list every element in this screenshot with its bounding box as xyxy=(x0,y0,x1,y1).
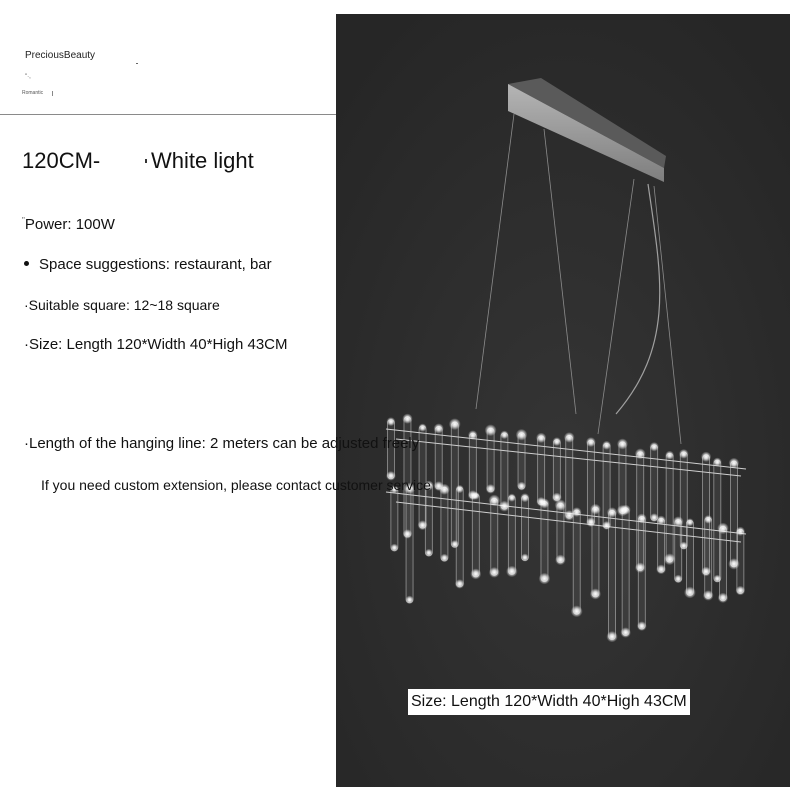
crystal-rod xyxy=(573,510,580,614)
crystal-sparkle xyxy=(736,527,745,536)
crystal-sparkle xyxy=(403,529,413,539)
crystal-rod xyxy=(566,435,573,518)
crystal-sparkle xyxy=(606,631,617,642)
crystal-sparkle xyxy=(713,575,721,583)
spec-square-text: Suitable square: 12~18 square xyxy=(28,297,220,313)
crystal-sparkle xyxy=(656,515,665,524)
product-photo xyxy=(336,14,790,787)
crystal-rod xyxy=(491,498,498,575)
crystal-rod xyxy=(487,428,494,492)
spec-mark: · xyxy=(24,297,29,313)
crystal-sparkle xyxy=(713,457,722,466)
crystal-sparkle xyxy=(456,485,464,493)
crystal-sparkle xyxy=(486,484,496,494)
crystal-rod xyxy=(425,484,432,556)
crystal-sparkle xyxy=(674,575,683,584)
crystal-sparkle xyxy=(736,586,746,596)
crystal-sparkle xyxy=(684,587,696,599)
crystal-sparkle xyxy=(499,501,510,512)
crystal-sparkle xyxy=(602,441,611,450)
divider-tick xyxy=(52,91,53,96)
crystal-sparkle xyxy=(590,588,601,599)
crystal-sparkle xyxy=(572,507,582,517)
title-separator xyxy=(145,159,147,163)
brand-name: PreciousBeauty xyxy=(25,50,96,61)
crystal-rod xyxy=(501,433,508,509)
crystal-sparkle xyxy=(664,553,676,565)
crystal-sparkle xyxy=(586,437,596,447)
crystal-sparkle xyxy=(536,433,546,443)
crystal-sparkle xyxy=(425,549,433,557)
crystal-sparkle xyxy=(468,430,478,440)
crystal-sparkle xyxy=(679,449,689,459)
product-title-size: 120CM- xyxy=(22,148,101,173)
crystal-sparkle xyxy=(571,605,583,617)
crystal-rod xyxy=(719,526,726,600)
crystal-sparkle xyxy=(539,573,551,585)
crystal-rod xyxy=(622,508,629,636)
crystal-sparkle xyxy=(386,417,395,426)
spec-mark: " xyxy=(22,216,25,225)
crystal-sparkle xyxy=(516,429,528,441)
crystal-rod xyxy=(541,501,548,581)
crystal-sparkle xyxy=(506,566,518,578)
crystal-sparkle xyxy=(718,593,728,603)
crystal-sparkle xyxy=(489,567,500,578)
crystal-sparkle xyxy=(485,424,497,436)
crystal-rod xyxy=(619,442,626,514)
crystal-rod xyxy=(435,426,442,489)
crystal-sparkle xyxy=(586,517,596,527)
spec-size xyxy=(24,336,288,353)
crystal-sparkle xyxy=(728,558,739,569)
crystal-sparkle xyxy=(617,438,628,449)
spec-size-text: Size: Length 120*Width 40*High 43CM xyxy=(29,336,288,353)
crystal-sparkle xyxy=(680,542,688,550)
crystal-rod xyxy=(651,445,658,521)
crystal-sparkle xyxy=(472,492,480,500)
crystal-sparkle xyxy=(520,493,529,502)
divider-tick xyxy=(136,63,138,64)
crystal-sparkle xyxy=(451,540,459,548)
crystal-sparkle xyxy=(607,507,618,518)
crystal-sparkle xyxy=(703,590,714,601)
crystal-sparkle xyxy=(686,518,694,526)
spec-hanging-line-text: Length of the hanging line: 2 meters can be adjusted freely xyxy=(29,435,420,452)
crystal-rod xyxy=(658,518,665,572)
crystal-sparkle xyxy=(552,437,561,446)
crystal-rod xyxy=(391,487,398,550)
crystal-sparkle xyxy=(521,554,529,562)
crystal-sparkle xyxy=(637,621,647,631)
header-divider xyxy=(0,114,336,115)
bullet-icon xyxy=(24,261,29,266)
crystal-rod xyxy=(521,496,528,561)
crystal-sparkle xyxy=(488,495,500,507)
size-caption: Size: Length 120*Width 40*High 43CM xyxy=(408,689,690,715)
crystal-rod xyxy=(686,520,693,595)
crystal-sparkle xyxy=(555,555,566,566)
crystal-sparkle xyxy=(602,521,611,530)
crystal-sparkle xyxy=(455,579,465,589)
crystal-sparkle xyxy=(701,452,711,462)
crystal-sparkle xyxy=(500,430,509,439)
crystal-rod xyxy=(666,453,673,562)
crystal-sparkle xyxy=(418,423,426,431)
crystal-sparkle xyxy=(439,484,450,495)
crystal-sparkle xyxy=(470,568,481,579)
crystal-sparkle xyxy=(729,458,740,469)
spec-square xyxy=(24,297,220,313)
crystal-rod xyxy=(469,433,476,498)
crystal-sparkle xyxy=(635,448,646,459)
chandelier-illustration xyxy=(336,14,790,787)
crystal-sparkle xyxy=(449,418,461,430)
crystal-sparkle xyxy=(620,627,631,638)
crystal-sparkle xyxy=(418,520,428,530)
crystal-sparkle xyxy=(590,504,601,515)
crystal-rod xyxy=(609,510,616,639)
crystal-rod xyxy=(456,487,463,587)
crystal-sparkle xyxy=(717,523,729,535)
crystal-rod xyxy=(730,461,737,567)
spec-hanging-line xyxy=(24,435,419,452)
crystal-sparkle xyxy=(673,516,684,527)
crystal-sparkle xyxy=(517,482,526,491)
crystal-rod xyxy=(472,494,479,577)
crystal-sparkle xyxy=(665,451,674,460)
spec-power-text: Power: 100W xyxy=(24,216,115,233)
spec-mark: · xyxy=(24,336,29,353)
crystal-rod xyxy=(518,433,525,489)
spec-space: Space suggestions: restaurant, bar xyxy=(39,256,272,273)
spec-power xyxy=(22,216,115,233)
crystal-sparkle xyxy=(434,423,444,433)
crystal-sparkle xyxy=(539,498,549,508)
crystal-sparkle xyxy=(440,554,449,563)
crystal-sparkle xyxy=(508,494,516,502)
crystal-sparkle xyxy=(402,414,412,424)
brand-tagline-mark: "·, xyxy=(25,74,31,80)
crystal-sparkle xyxy=(564,432,575,443)
crystal-sparkle xyxy=(390,544,398,552)
crystal-sparkle xyxy=(704,515,713,524)
crystal-sparkle xyxy=(621,505,631,515)
crystal-rod xyxy=(675,520,682,582)
spec-custom: If you need custom extension, please contact customer service xyxy=(41,477,431,493)
crystal-sparkle xyxy=(656,564,666,574)
crystal-sparkle xyxy=(635,562,646,573)
product-title-light: White light xyxy=(151,148,254,173)
crystal-sparkle xyxy=(405,596,414,605)
spec-mark: · xyxy=(24,435,29,452)
crystal-sparkle xyxy=(701,567,711,577)
crystal-sparkle xyxy=(649,442,658,451)
crystal-sparkle xyxy=(637,514,647,524)
brand-subtitle: Romantic xyxy=(22,90,44,96)
crystal-sparkle xyxy=(555,499,567,511)
